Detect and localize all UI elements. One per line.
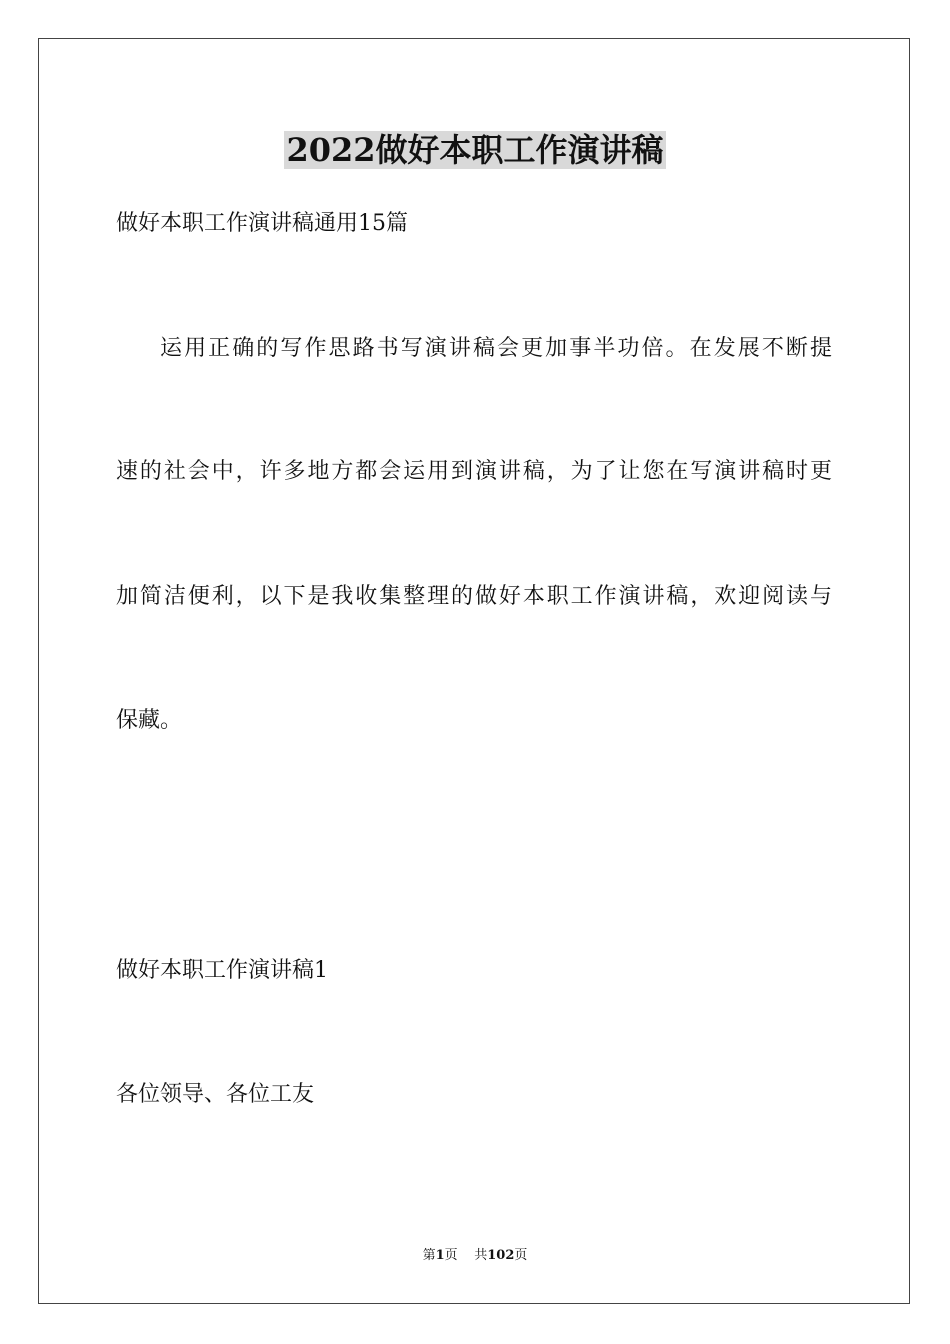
intro-line-4: 保藏。 (116, 708, 183, 733)
intro-line-1: 运用正确的写作思路书写演讲稿会更加事半功倍。在发展不断提 (160, 336, 832, 361)
footer-page-prefix: 第 (422, 1248, 436, 1263)
greeting-line: 各位领导、各位工友 (116, 1082, 315, 1107)
footer-page-number: 1 (435, 1248, 445, 1263)
intro-line-2: 速的社会中，许多地方都会运用到演讲稿，为了让您在写演讲稿时更 (116, 459, 832, 484)
footer-total-suffix: 页 (514, 1248, 528, 1263)
footer-total-prefix: 共 (474, 1248, 488, 1263)
footer-total-pages: 102 (487, 1248, 515, 1263)
section-heading: 做好本职工作演讲稿1 (116, 958, 328, 983)
footer-page-suffix: 页 (444, 1248, 458, 1263)
page-footer (0, 1246, 950, 1266)
document-subtitle: 做好本职工作演讲稿通用15篇 (116, 211, 408, 236)
intro-line-3: 加简洁便利，以下是我收集整理的做好本职工作演讲稿，欢迎阅读与 (116, 584, 832, 609)
document-title (0, 126, 950, 174)
document-title-text: 2022做好本职工作演讲稿 (286, 131, 664, 169)
